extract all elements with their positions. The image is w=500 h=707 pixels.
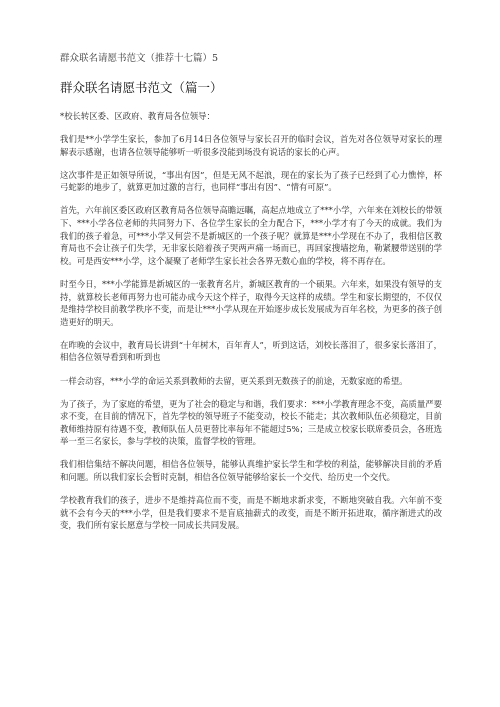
paragraph: 首先，六年前区委区政府区教育局各位领导高瞻远瞩，高起点地成立了***小学，六年来在刘校长的带领下、***小学各位老师的共同努力下、各位学生家长的全力配合下，***小学才有了今天的成就。我们为我们的孩子着急，可***小学又何尝不是新城区的一个孩子呢？就算是***小学现在不办了，我相信区教育局也不会让孩子们失学，无非家长陪着孩子哭两声痛一场而已，再回家搜墙挖角，勒紧腰带送别的学校。可是西安***小学，这个凝聚了老师学生家长社会各界无数心血的学校，将不再存在。	[60, 205, 442, 266]
section-title: 群众联名请愿书范文（篇一）	[60, 80, 223, 95]
paragraph: 学校教育我们的孩子，进步不是维持高位而不变，而是不断地求新求变，不断地突破自我。六年前不变就不会有今天的***小学，但是我们要求不是盲底抽薪式的改变，而是不断开拓进取，循序渐进式的改变，我们所有家长愿意与学校一同成长共同发展。	[60, 495, 442, 531]
paragraph: 我们相信集结不解决问题，相信各位领导，能够认真维护家长学生和学校的利益，能够解决目前的矛盾和问题。所以我们家长会暂时克制，相信各位领导能够给家长一个交代、给历史一个交代。	[60, 459, 442, 483]
paragraph: 这次事件是正如领导所说，“事出有因”，但是无风不起浪，现在的家长为了孩子已经到了心力憔悴，杯弓蛇影的地步了，就算更加过激的言行，也同样“事出有因”、“情有可原”。	[60, 169, 442, 193]
paragraph: 我们是**小学学生家长，参加了6月14日各位领导与家长召开的临时会议，首先对各位领导对家长的理解表示感谢，也请各位领导能够听一听很多没能到场没有说话的家长的心声。	[60, 134, 442, 157]
paragraph: 为了孩子，为了家庭的希望，更为了社会的稳定与和谐，我们要求：***小学教育理念不变，高质量严要求不变，在目前的情况下，首先学校的领导班子不能变动，校长不能走；其次教师队伍必须稳定，目前教师维持原有待遇不变，教师队伍人员更替比率每年不能超过5%；三是成立校家长联席委员会，各班选举一至三名家长，参与学校的决策，监督学校的管理。	[60, 398, 442, 447]
paragraph: 时至今日，***小学能算是新城区的一张教育名片，新城区教育的一个硕果。六年来，如果没有领导的支持，就算校长老师再努力也可能办成今天这个样子，取得今天这样的成绩。学生和家长期望的，不仅仅是维持学校目前教学秩序不变，而是让***小学从现在开始逐步成长发展成为百年名校，为更多的孩子创造更好的明天。	[60, 278, 442, 327]
document-title: 群众联名请愿书范文（推荐十七篇）5	[60, 53, 219, 64]
paragraph: 一样会动容，***小学的命运关系到教师的去留，更关系到无数孩子的前途，无数家庭的希望。	[60, 375, 408, 386]
paragraph: 在昨晚的会议中，教育局长讲到“十年树木，百年育人”，听到这话，刘校长落泪了，很多家长落泪了，相信各位领导看到和听到也	[60, 339, 442, 363]
paragraph-salutation: *校长转区委、区政府、教育局各位领导：	[60, 111, 215, 121]
